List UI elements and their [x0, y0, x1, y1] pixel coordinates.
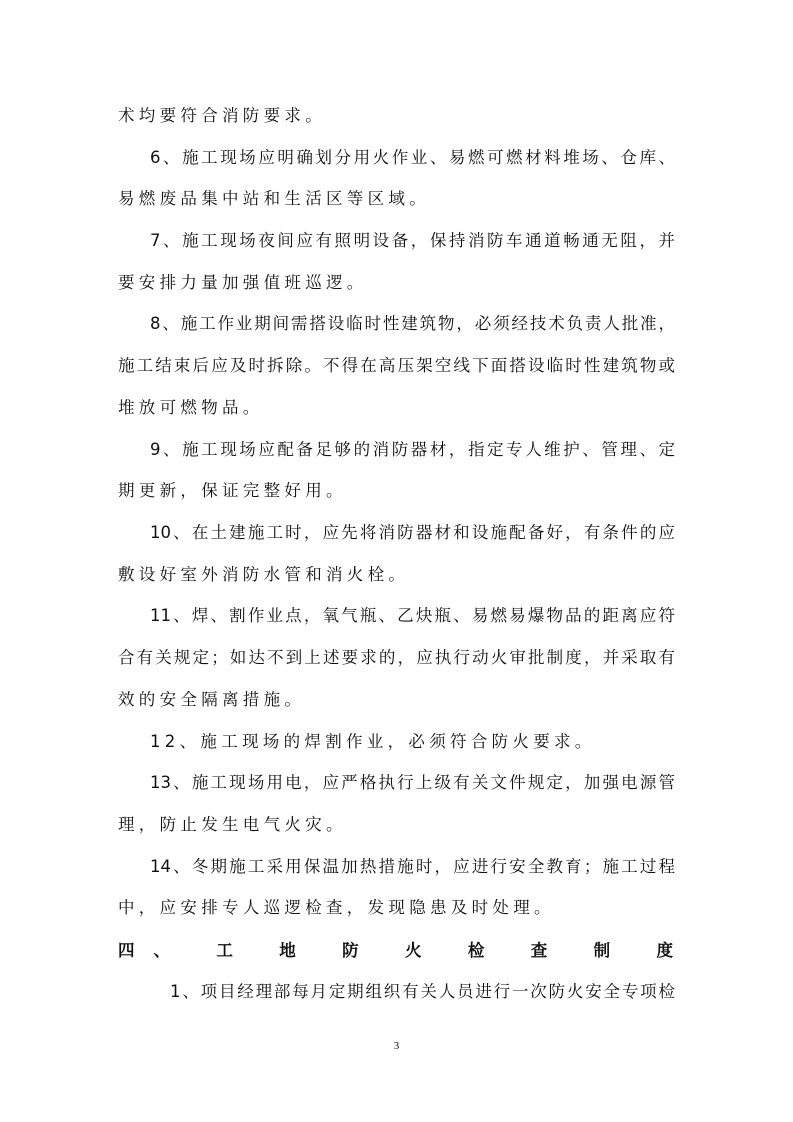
paragraph-line: 期更新，保证完整好用。	[118, 481, 347, 500]
paragraph-line: 7、施工现场夜间应有照明设备，保持消防车通道畅通无阻，并	[150, 231, 675, 250]
paragraph-line: 12、施工现场的焊割作业，必须符合防火要求。	[150, 732, 596, 751]
paragraph-line: 施工结束后应及时拆除。不得在高压架空线下面搭设临时性建筑物或	[118, 356, 675, 375]
paragraph-line: 要安排力量加强值班巡逻。	[118, 273, 368, 292]
paragraph-line: 8、施工作业期间需搭设临时性建筑物，必须经技术负责人批准，	[150, 314, 675, 333]
paragraph-line: 14、冬期施工采用保温加热措施时，应进行安全教育；施工过程	[150, 857, 675, 876]
paragraph-line: 理，防止发生电气火灾。	[118, 815, 347, 834]
paragraph-line: 11、焊、割作业点，氧气瓶、乙炔瓶、易燃易爆物品的距离应符	[150, 606, 675, 625]
paragraph-line: 效的安全隔离措施。	[118, 690, 306, 709]
paragraph-line: 敷设好室外消防水管和消火栓。	[118, 565, 410, 584]
paragraph-line: 堆放可燃物品。	[118, 398, 264, 417]
paragraph-line: 合有关规定；如达不到上述要求的，应执行动火审批制度，并采取有	[118, 648, 675, 667]
paragraph-line: 9、施工现场应配备足够的消防器材，指定专人维护、管理、定	[150, 440, 675, 459]
section-number: 四、	[118, 941, 172, 960]
paragraph-line: 6、施工现场应明确划分用火作业、易燃可燃材料堆场、仓库、	[150, 148, 675, 167]
page-number: 3	[393, 1040, 400, 1052]
paragraph-line: 1、项目经理部每月定期组织有关人员进行一次防火安全专项检	[170, 982, 675, 1001]
section-heading	[118, 940, 675, 962]
paragraph-line: 13、施工现场用电，应严格执行上级有关文件规定，加强电源管	[150, 773, 675, 792]
paragraph-line: 易燃废品集中站和生活区等区域。	[118, 189, 430, 208]
paragraph-line: 10、在土建施工时，应先将消防器材和设施配备好，有条件的应	[150, 523, 675, 542]
paragraph-line: 术均要符合消防要求。	[118, 106, 326, 125]
paragraph-line: 中，应安排专人巡逻检查，发现隐患及时处理。	[118, 898, 555, 917]
section-title: 工地防火检查制度	[172, 941, 675, 960]
